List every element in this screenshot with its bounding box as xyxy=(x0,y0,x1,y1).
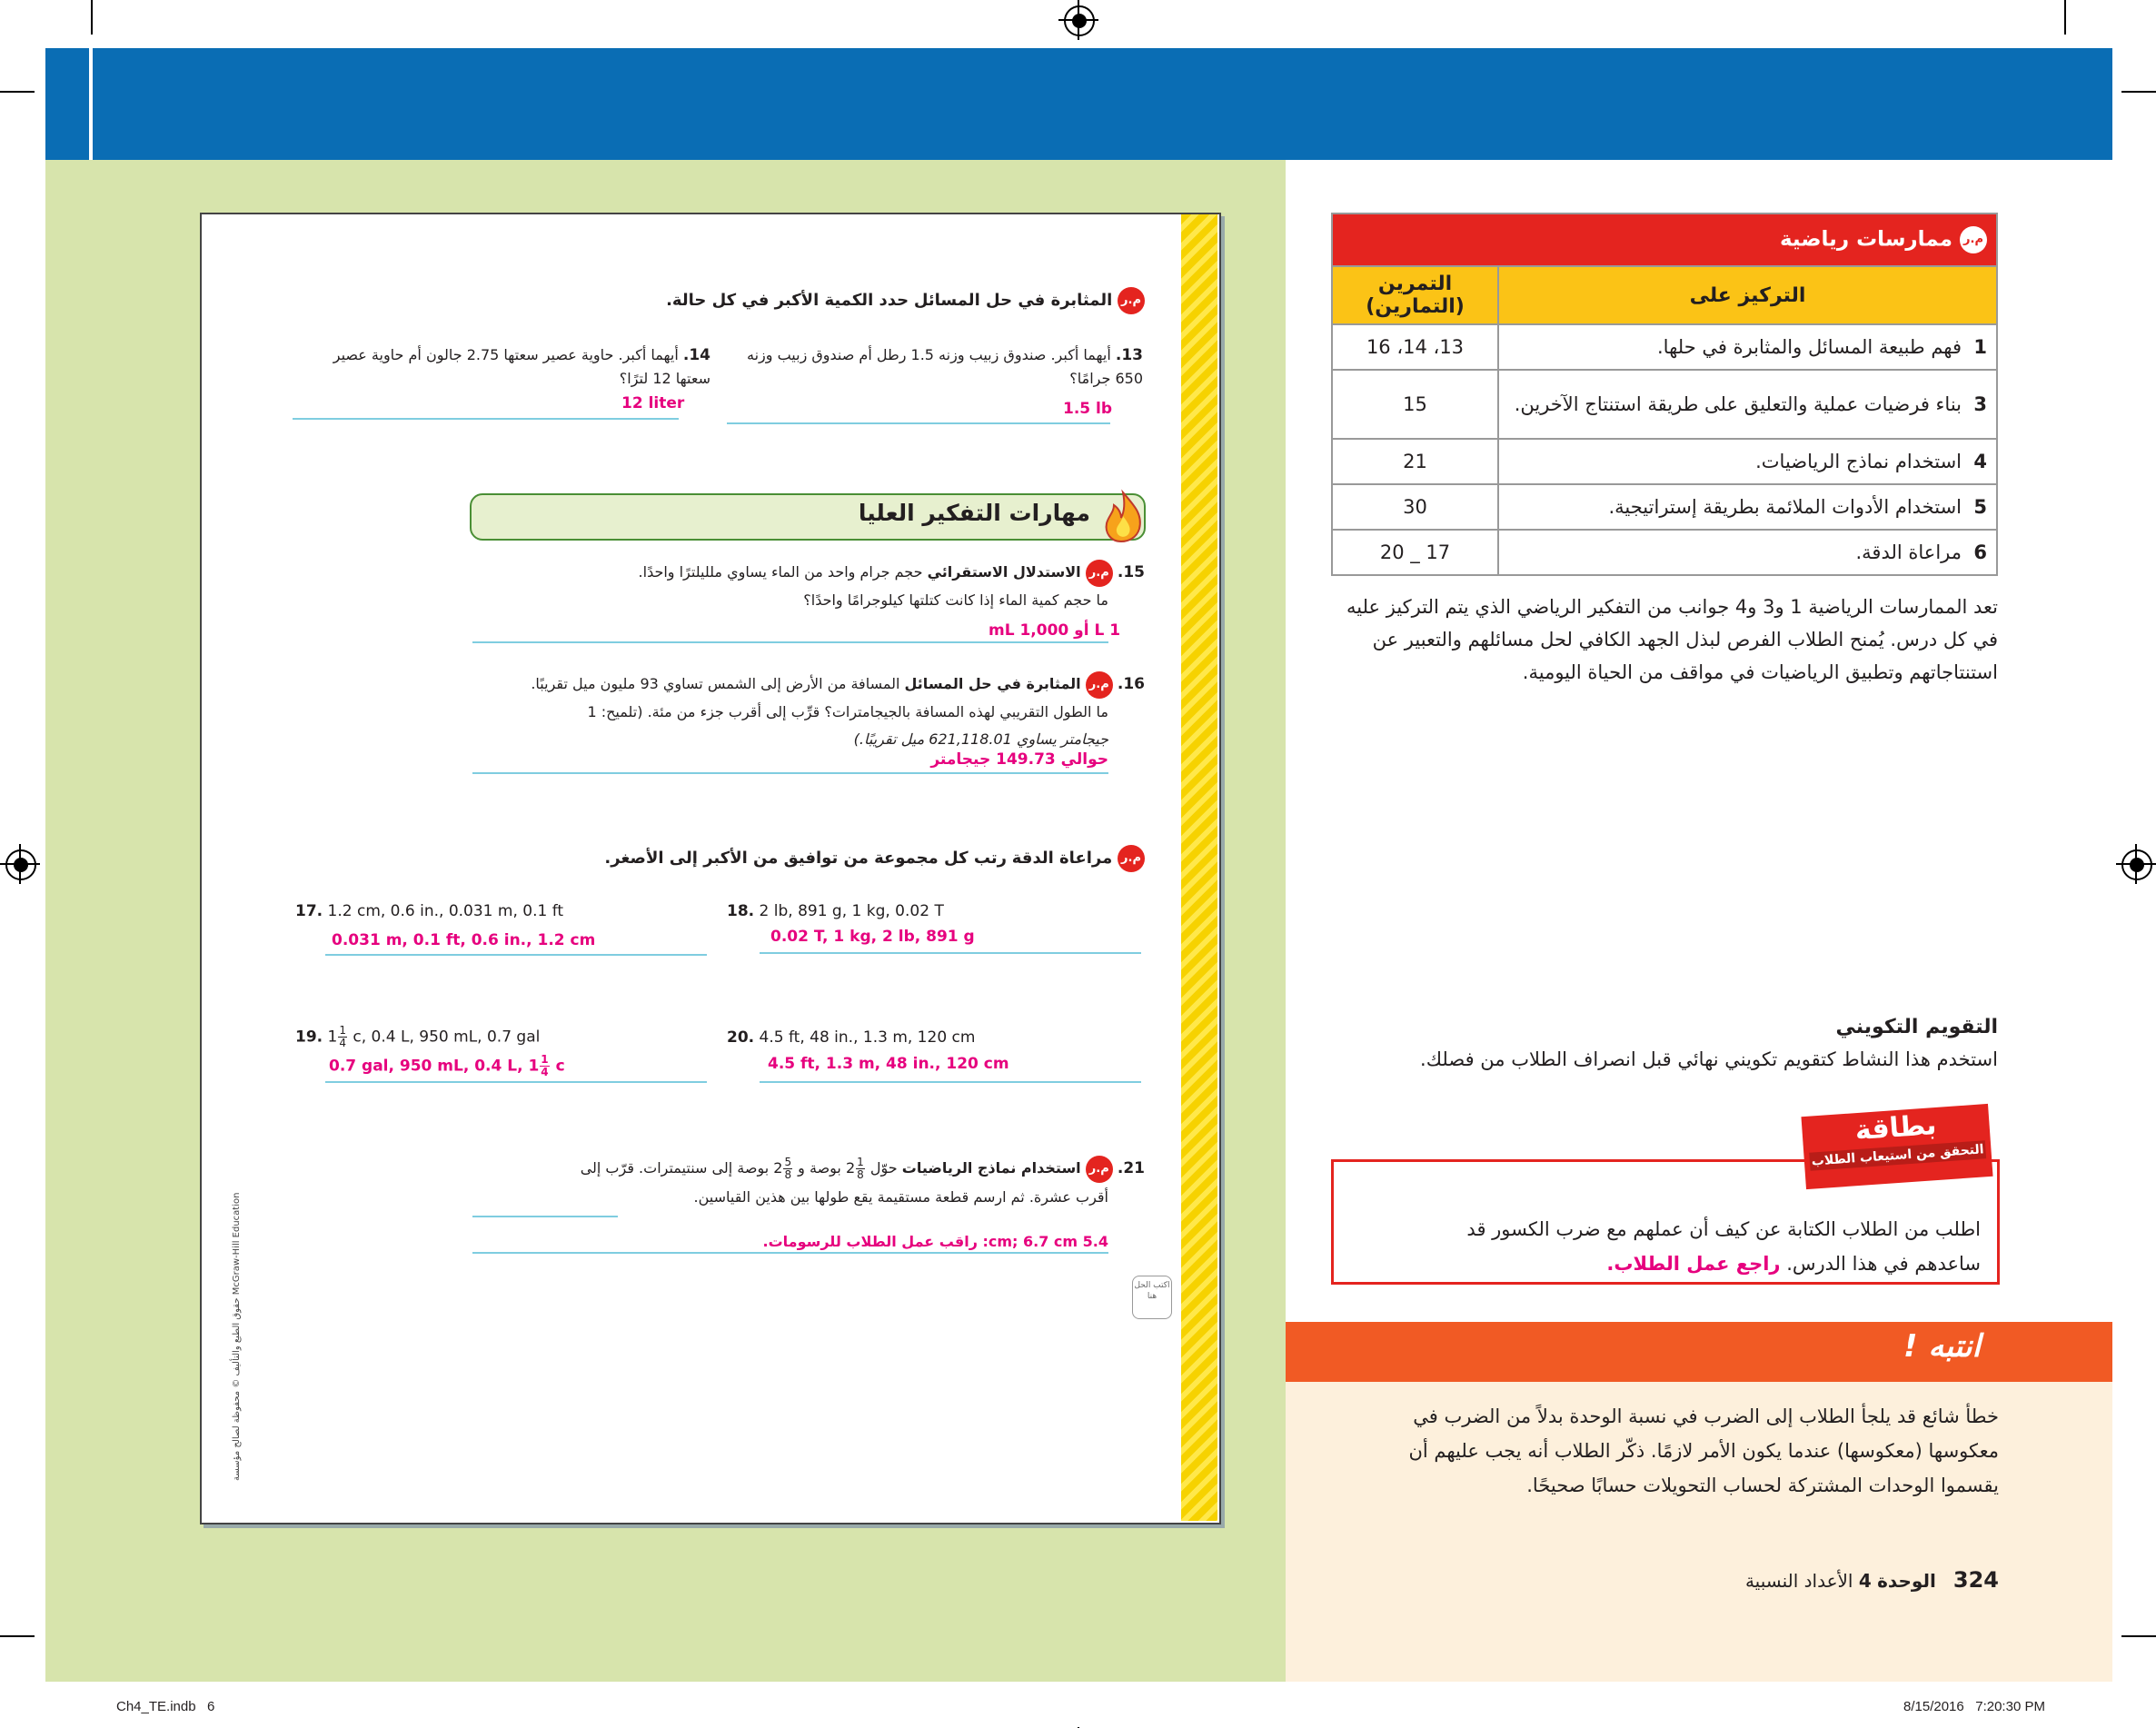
crop-mark xyxy=(0,91,35,93)
answer-line xyxy=(325,954,707,956)
question-13: 13. أيهما أكبر. صندوق زبيب وزنه 1.5 رطل أم صندوق زبيب وزنه 650 جرامًا؟ xyxy=(747,346,1143,387)
math-practices-table xyxy=(1331,213,1998,576)
table-row: 3 بناء فرضيات عملية والتعليق على طريقة استنتاج الآخرين. 15 xyxy=(1332,370,1997,439)
fraction: $\frac{1}{8}$ xyxy=(857,1156,864,1181)
answer-15: 1 L أو 1,000 mL xyxy=(989,621,1121,640)
flame-icon xyxy=(1098,489,1148,543)
crop-mark xyxy=(2121,1635,2156,1637)
answer-line xyxy=(472,1252,1108,1254)
slug-datetime: 8/15/2016 7:20:30 PM xyxy=(1903,1699,2045,1714)
answer-19: 0.7 gal, 950 mL, 0.4 L, 1 $\frac{1}{4}$ c xyxy=(329,1053,565,1078)
math-practice-badge-icon: م.ر xyxy=(1960,226,1987,253)
crop-mark xyxy=(2121,91,2156,93)
print-slug-bar xyxy=(45,1682,2112,1727)
persevere-heading: م.ر المثابرة في حل المسائل حدد الكمية الأكبر في كل حالة. xyxy=(509,287,1145,314)
answer-line xyxy=(727,422,1110,424)
crop-mark xyxy=(2064,0,2066,35)
page-folio: 324 الوحدة 4 الأعداد النسبية xyxy=(1744,1567,1999,1593)
answer-line xyxy=(760,1081,1141,1083)
attention-banner xyxy=(1286,1322,2112,1382)
registration-mark-icon xyxy=(5,849,36,880)
answer-line xyxy=(472,772,1108,774)
math-practice-badge-icon: م.ر xyxy=(1086,560,1113,587)
header-divider xyxy=(89,48,93,160)
registration-mark-icon xyxy=(1064,5,1095,36)
table-row: 4 استخدام نماذج الرياضيات. 21 xyxy=(1332,439,1997,484)
table-row: 5 استخدام الأدوات الملائمة بطريقة إستراتيجية. 30 xyxy=(1332,484,1997,530)
answer-line xyxy=(325,1081,707,1083)
math-practice-badge-icon: م.ر xyxy=(1086,671,1113,699)
hots-title: مهارات التفكير العليا xyxy=(858,500,1090,526)
math-practice-badge-icon: م.ر xyxy=(1118,287,1145,314)
slug-filename: Ch4_TE.indb 6 xyxy=(116,1699,215,1714)
question-21: 21. م.ر استخدام نماذج الرياضيات حوّل 2 $\frac{1}{8}$ بوصة و 2 $\frac{5}{8}$ بوصة إلى سنتيمترات. قرّب إلى أقرب عشرة. ثم ارسم قطعة مستقيمة يقع طولها بين هذين القياسين. xyxy=(580,1156,1145,1206)
attention-text: خطأ شائع قد يلجأ الطلاب إلى الضرب في نسبة الوحدة بدلاً من الضرب في معكوسها (معكوسها) عندما يكون الأمر لازمًا. ذكّر الطلاب أنه يجب عليهم أن يقسموا الوحدات المشتركة لحساب التحويلات حسابًا صحيحًا. xyxy=(1408,1405,1999,1496)
math-practice-badge-icon: م.ر xyxy=(1118,845,1145,872)
question-19: 19. 1 $\frac{1}{4}$ c, 0.4 L, 950 mL, 0.7 gal xyxy=(295,1024,541,1049)
fraction: $\frac{1}{4}$ xyxy=(541,1053,549,1078)
registration-mark-icon xyxy=(2121,849,2152,880)
answer-line xyxy=(472,1216,618,1217)
answer-16: حوالي 149.73 جيجامتر xyxy=(930,750,1108,769)
answer-20: 4.5 ft, 1.3 m, 48 in., 120 cm xyxy=(768,1055,1009,1073)
question-18: 18. 2 lb, 891 g, 1 kg, 0.02 T xyxy=(727,902,944,920)
write-here-icon: اكتب الحل هنا xyxy=(1132,1276,1172,1319)
exit-card-sticker: بطاقة التحقق من استيعاب الطلاب xyxy=(1801,1104,1992,1189)
answer-line xyxy=(472,641,1108,643)
precision-heading: م.ر مراعاة الدقة رتب كل مجموعة من توافيق من الأكبر إلى الأصغر. xyxy=(509,845,1145,872)
table-row: 1 فهم طبيعة المسائل والمثابرة في حلها. 13، 14، 16 xyxy=(1332,324,1997,370)
column-header-focus: التركيز على xyxy=(1498,266,1997,324)
copyright-notice: حقوق الطبع والتأليف © محفوظة لصالح مؤسسة McGraw-Hill Education xyxy=(232,1192,242,1481)
attention-title: انتبه ! xyxy=(1903,1328,1981,1365)
answer-17: 0.031 m, 0.1 ft, 0.6 in., 1.2 cm xyxy=(332,931,596,949)
fraction: $\frac{5}{8}$ xyxy=(784,1156,792,1181)
answer-21: 5.4 cm; 6.7 cm: راقب عمل الطلاب للرسومات. xyxy=(762,1233,1108,1250)
math-practices-header: م.ر ممارسات رياضية xyxy=(1332,214,1997,266)
page-edge-stripe xyxy=(1181,214,1217,1521)
answer-14: 12 liter xyxy=(621,394,685,412)
crop-mark xyxy=(0,1635,35,1637)
answer-18: 0.02 T, 1 kg, 2 lb, 891 g xyxy=(770,928,975,946)
math-practices-paragraph: تعد الممارسات الرياضية 1 و3 و4 جوانب من التفكير الرياضي الذي يتم التركيز عليه في كل درس. يُمنح الطلاب الفرص لبذل الجهد الكافي لحل مسائلهم والتعبير عن استنتاجاتهم وتطبيق الرياضيات في مواقف من الحياة اليومية. xyxy=(1346,596,1998,683)
math-practice-badge-icon: م.ر xyxy=(1086,1156,1113,1183)
header-band xyxy=(45,48,2112,160)
exit-card-text: اطلب من الطلاب الكتابة عن كيف أن عملهم مع ضرب الكسور قد ساعدهم في هذا الدرس. راجع عمل الطلاب. xyxy=(1466,1218,1981,1275)
column-header-exercises: التمرين (التمارين) xyxy=(1332,266,1498,324)
formative-heading: التقويم التكويني xyxy=(1835,1016,1998,1038)
crop-mark xyxy=(91,0,93,35)
question-14: 14. أيهما أكبر. حاوية عصير سعتها 2.75 جالون أم حاوية عصير سعتها 12 لترًا؟ xyxy=(333,346,710,387)
question-20: 20. 4.5 ft, 48 in., 1.3 m, 120 cm xyxy=(727,1028,976,1047)
table-row: 6 مراعاة الدقة. 17 _ 20 xyxy=(1332,530,1997,575)
answer-line xyxy=(293,418,679,420)
question-16: 16. م.ر المثابرة في حل المسائل المسافة من الأرض إلى الشمس تساوي 93 مليون ميل تقريبًا. ما الطول التقريبي لهذه المسافة بالجيجامترات؟ قرِّب إلى أقرب جزء من مئة. (تلميح: 1 جيجامتر يساوي 621,118.01 ميل تقريبًا.) xyxy=(454,670,1145,753)
fraction: $\frac{1}{4}$ xyxy=(339,1024,346,1049)
answer-line xyxy=(760,952,1141,954)
question-15: 15. م.ر الاستدلال الاستقرائي حجم جرام واحد من الماء يساوي ملليلترًا واحدًا. ما حجم كمية الماء إذا كانت كتلتها كيلوجرامًا واحدًا؟ xyxy=(454,559,1145,614)
question-17: 17. 1.2 cm, 0.6 in., 0.031 m, 0.1 ft xyxy=(295,902,564,920)
answer-13: 1.5 lb xyxy=(1063,400,1113,418)
formative-text: استخدم هذا النشاط كتقويم تكويني نهائي قبل انصراف الطلاب من فصلك. xyxy=(1420,1048,1998,1070)
